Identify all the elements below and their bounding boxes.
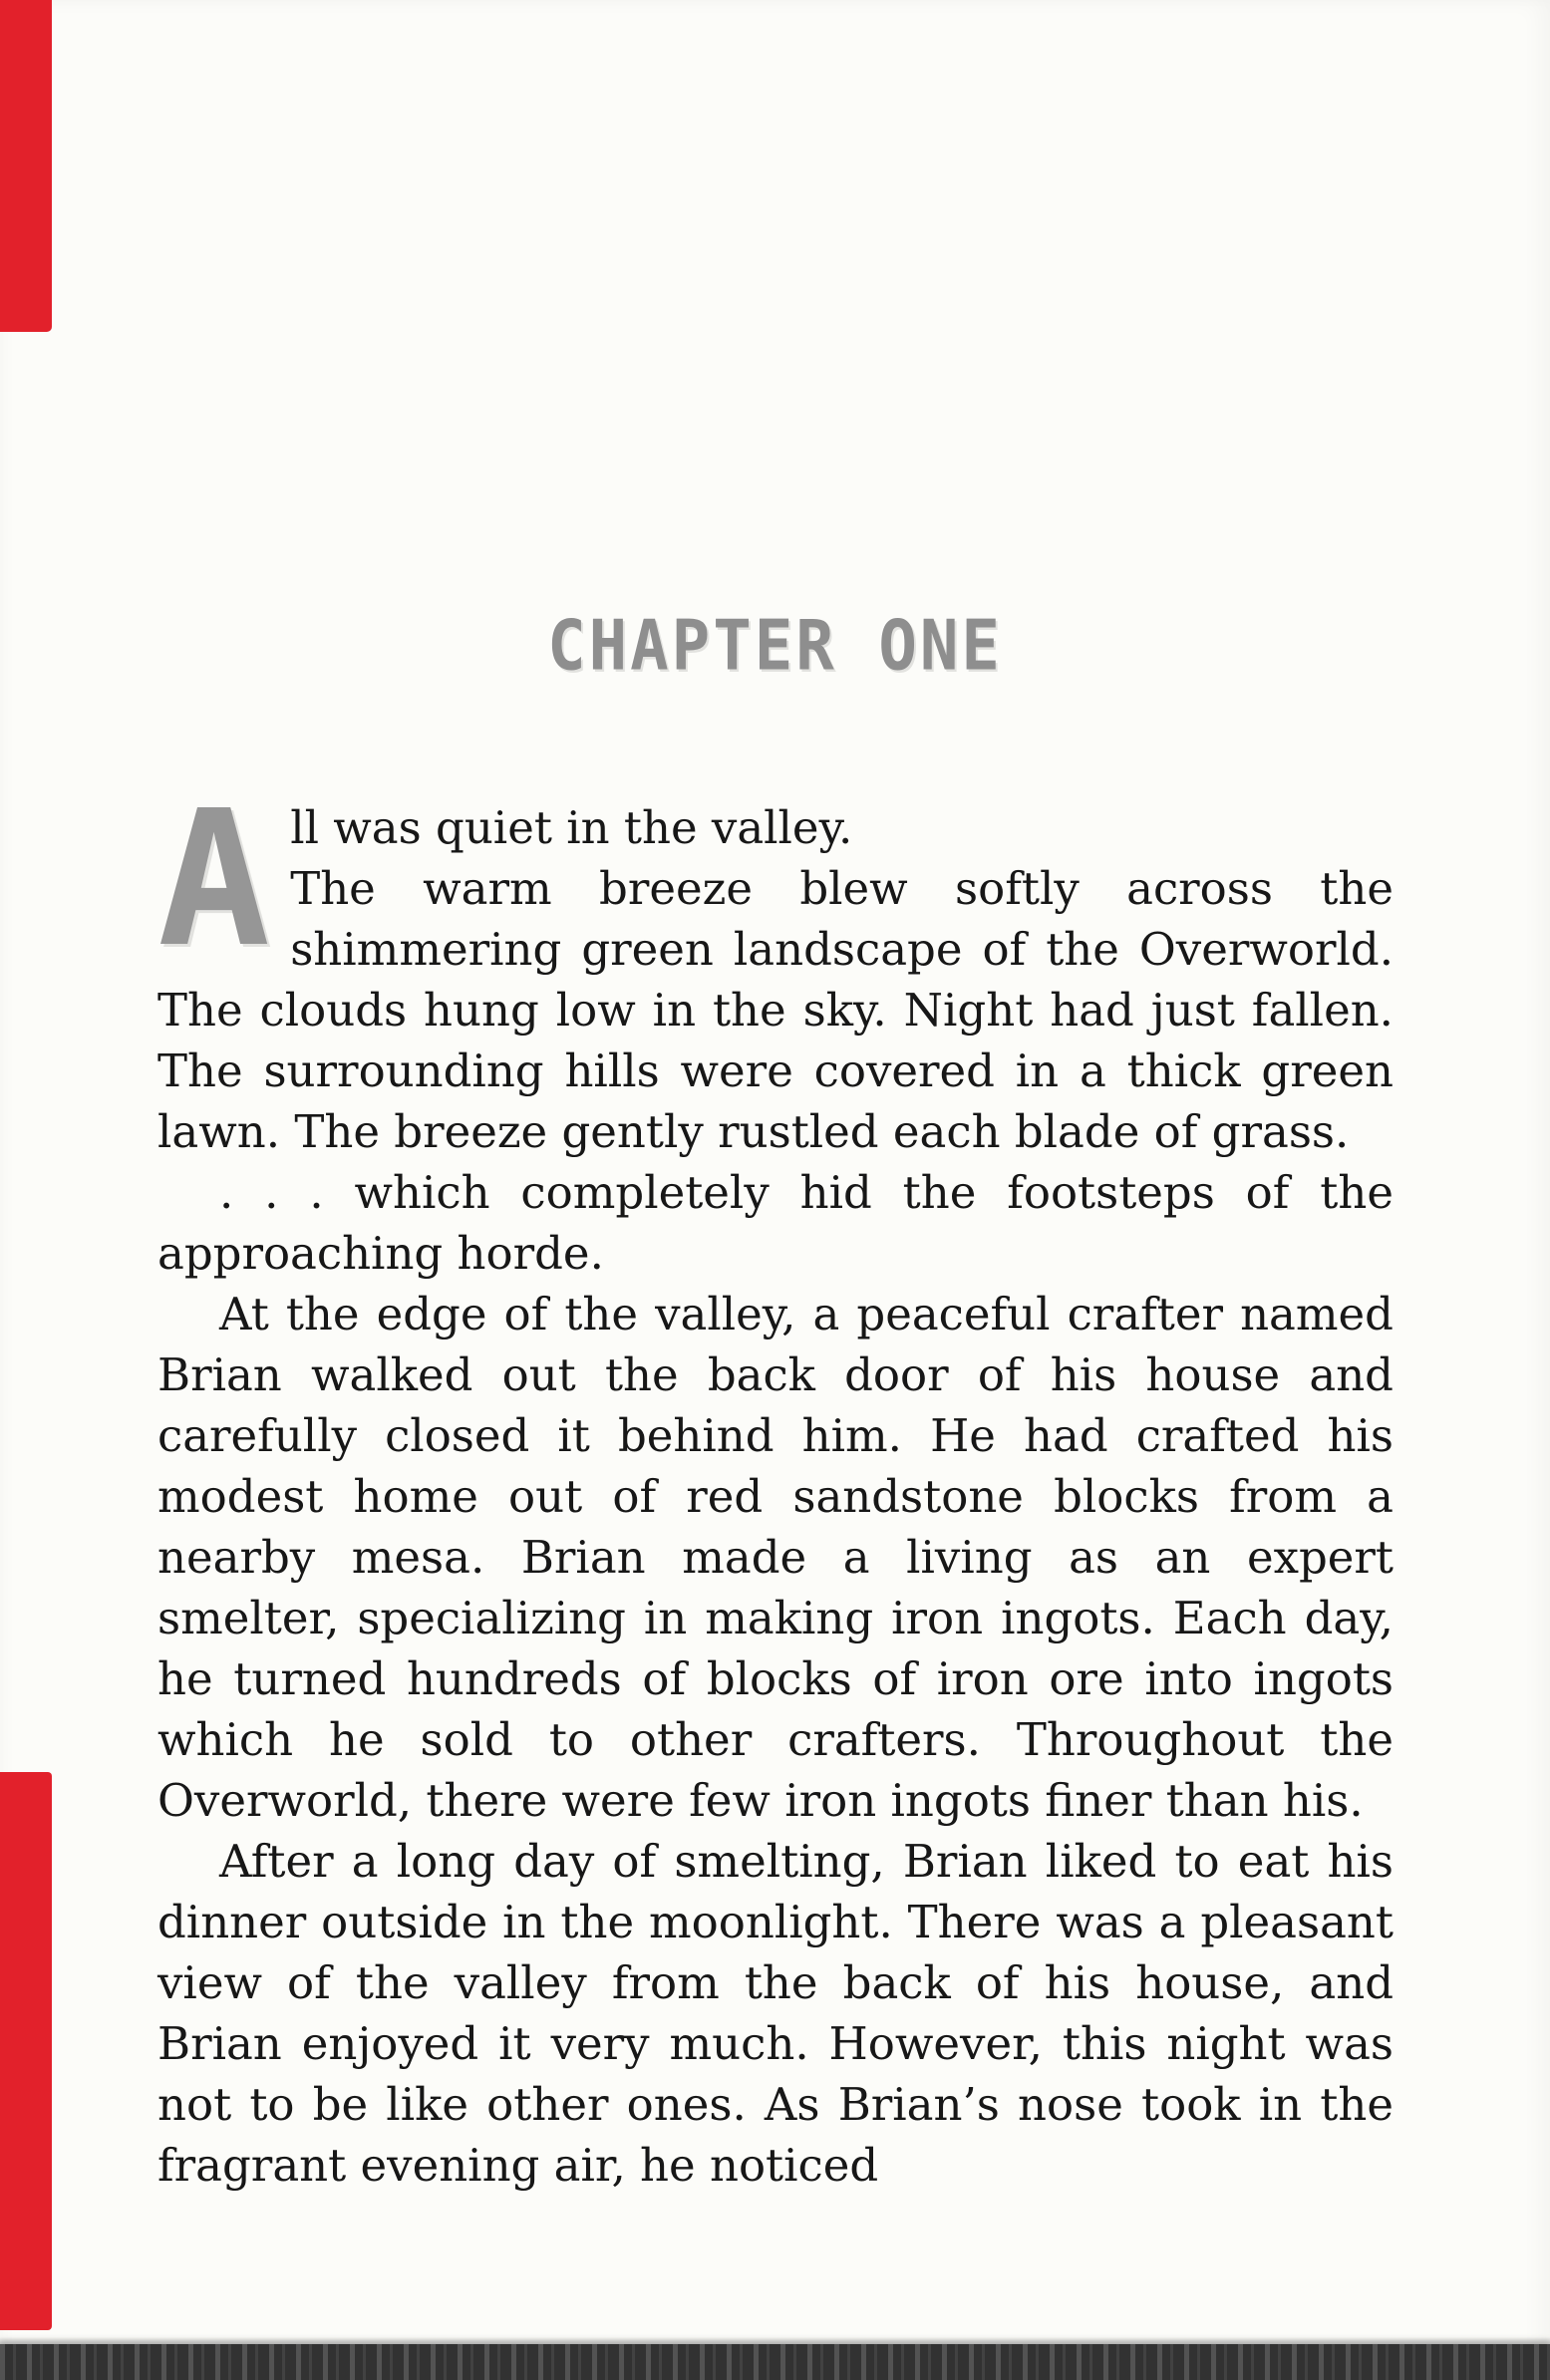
drop-cap: A xyxy=(157,770,271,989)
chapter-title: CHAPTER ONE xyxy=(547,607,1003,687)
scan-bottom-edge xyxy=(0,2344,1550,2380)
paragraph-opening xyxy=(157,770,1394,1162)
paragraph-brian-intro: At the edge of the valley, a peaceful crafter named Brian walked out the back door of his house and carefully closed it behind him. He had crafted his modest home out of red sandstone blocks from a nearby mesa. Brian made a living as an expert smelter, specializing in making iron ingots. Each day, he turned hundreds of blocks of iron ore into ingots which he sold to other crafters. Throughout the Overworld, there were few iron ingots finer than his. xyxy=(157,1288,1394,1827)
paragraph-evening: After a long day of smelting, Brian liked to eat his dinner outside in the moonlight. There was a pleasant view of the valley from the back of his house, and Brian enjoyed it very much. However, this night was not to be like other ones. As Brian’s nose took in the fragrant evening air, he noticed xyxy=(157,1835,1394,2192)
paragraph-horde: . . . which completely hid the footsteps of the approaching horde. xyxy=(157,1166,1394,1280)
red-cover-edge-bottom xyxy=(0,1772,52,2330)
opening-paragraph-text: The warm breeze blew softly across the shimmering green landscape of the Overworld. The clouds hung low in the sky. Night had just fallen. The surrounding hills were covered in a thick green lawn. The breeze gently rustled each blade of grass. xyxy=(157,862,1394,1158)
opening-sentence: ll was quiet in the valley. xyxy=(290,801,853,854)
red-cover-edge-top xyxy=(0,0,52,332)
chapter-body xyxy=(157,770,1394,2196)
